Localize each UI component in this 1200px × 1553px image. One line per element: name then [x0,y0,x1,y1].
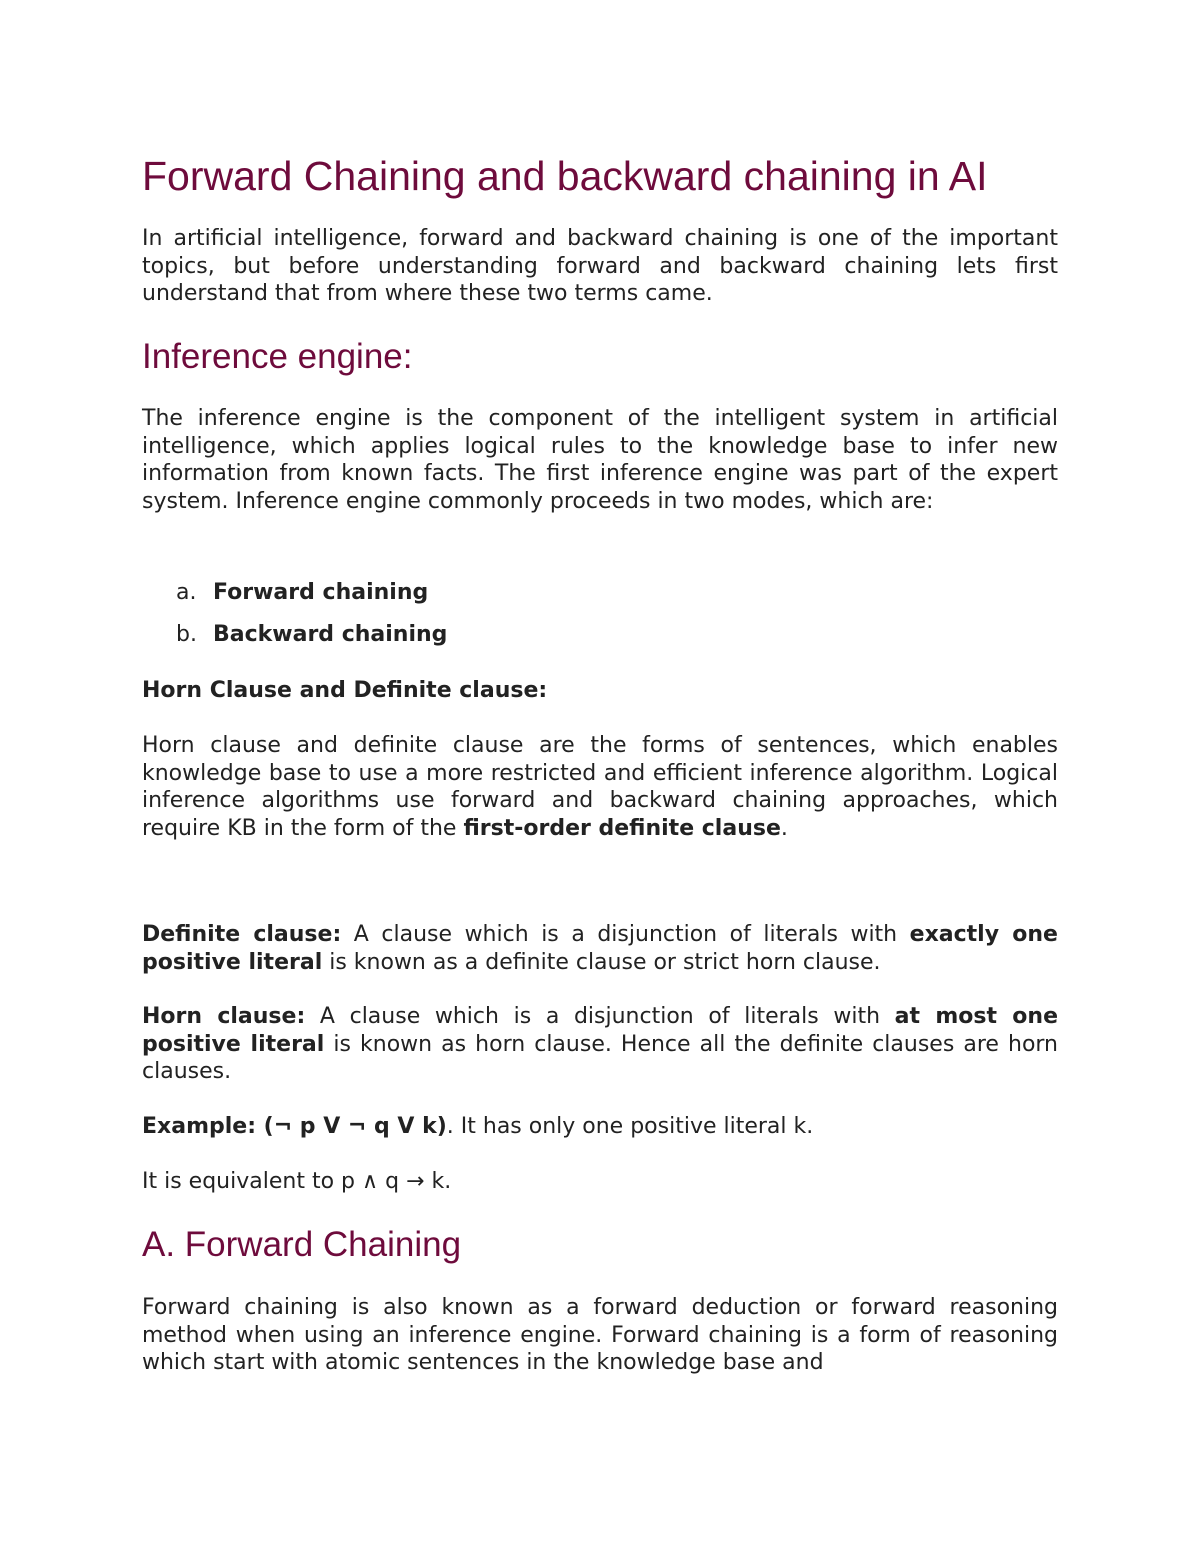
list-marker: a. [176,580,197,605]
list-item-label: Forward chaining [213,580,429,605]
equivalent-paragraph: It is equivalent to p ∧ q → k. [142,1169,452,1194]
example-paragraph [142,1113,1058,1141]
forward-chaining-heading: A. Forward Chaining [142,1225,462,1264]
horn-definite-text: Horn clause and definite clause are the forms of sentences, which enables knowledge base to use a more restricted and efficient inference algorithm. Logical inference algorithms use forward and backward chaining approaches, which require KB in the form of the [142,733,1058,841]
example-label: Example: (¬ p V ¬ q V k) [142,1114,447,1139]
inference-engine-heading: Inference engine: [142,337,413,376]
inference-engine-paragraph: The inference engine is the component of the intelligent system in artificial intelligence, which applies logical rules to the knowledge base to infer new information from known facts. The first inference engine was part of the expert system. Inference engine commonly proceeds in two modes, which are: [142,406,1058,514]
horn-definite-heading: Horn Clause and Definite clause: [142,678,548,703]
horn-definite-paragraph [142,732,1058,842]
horn-clause-text-1: A clause which is a disjunction of literals with [305,1004,895,1029]
inference-modes-list [176,579,447,663]
first-order-definite-clause: first-order definite clause [463,815,781,841]
page-title: Forward Chaining and backward chaining in AI [142,153,988,199]
example-text: . It has only one positive literal k. [446,1114,814,1139]
definite-clause-term: Definite clause: [142,922,342,947]
forward-chaining-paragraph: Forward chaining is also known as a forward deduction or forward reasoning method when using an inference engine. Forward chaining is a form of reasoning which start with atomic sentences in the knowledge base and [142,1295,1058,1375]
intro-paragraph: In artificial intelligence, forward and backward chaining is one of the important topics, but before understanding forward and backward chaining lets first understand that from where these two terms came. [142,226,1058,306]
definite-clause-bold: exactly one positive literal [142,922,1058,975]
definite-clause-text-2: is known as a definite clause or strict horn clause. [322,949,881,975]
list-item-label: Backward chaining [213,622,448,647]
horn-definite-end: . [780,815,788,841]
list-marker: b. [176,622,197,647]
list-item [176,621,447,663]
definite-clause-paragraph [142,921,1058,976]
definite-clause-text-1: A clause which is a disjunction of literals with [341,922,910,947]
list-item [176,579,447,621]
horn-clause-bold: at most one positive literal [142,1004,1058,1057]
horn-clause-paragraph [142,1003,1058,1086]
horn-clause-term: Horn clause: [142,1004,306,1029]
horn-clause-text-2: is known as horn clause. Hence all the definite clauses are horn clauses. [142,1031,1059,1084]
